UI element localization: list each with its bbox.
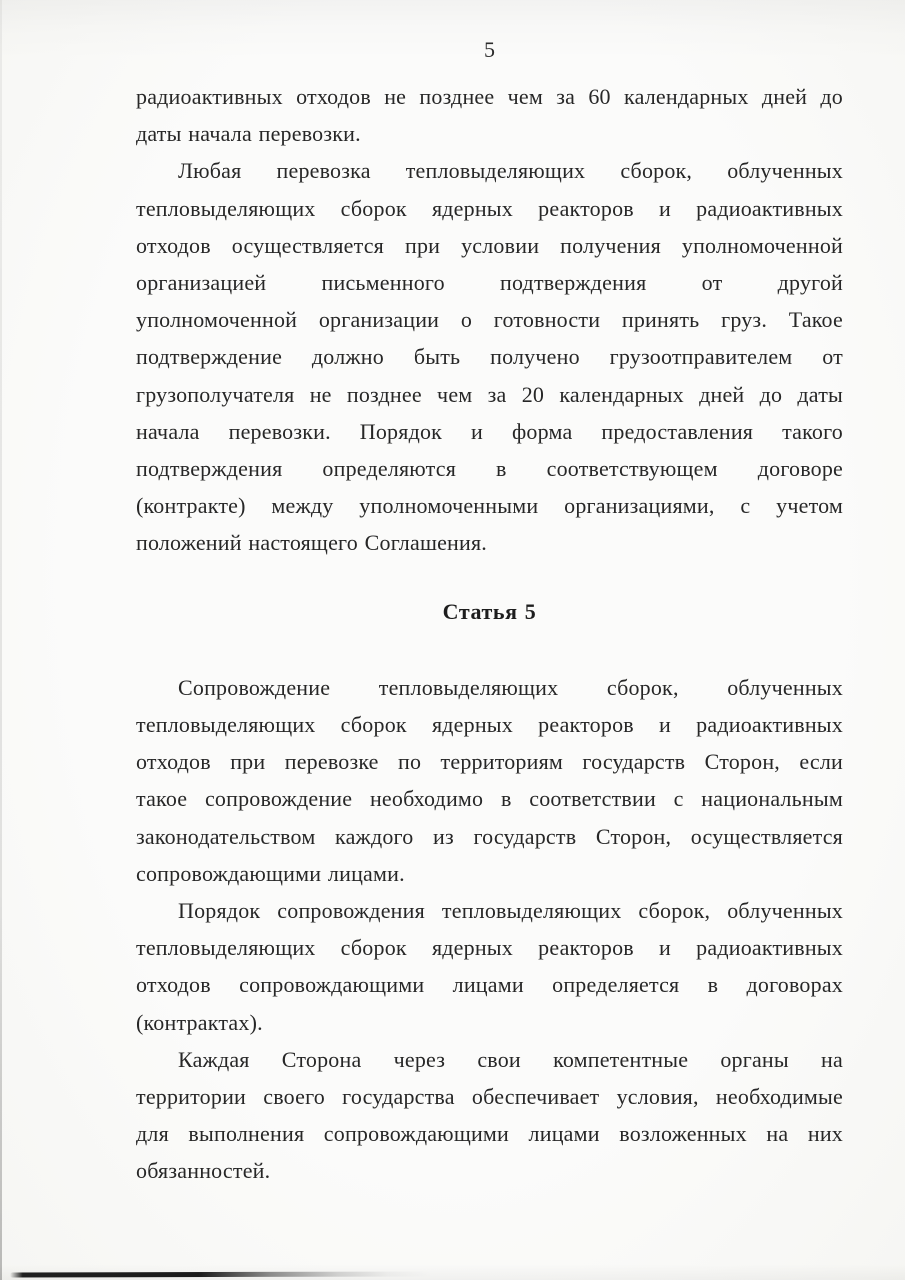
text-line: положений настоящего Соглашения. (136, 530, 488, 556)
article-heading: Статья 5 (442, 598, 537, 624)
text-line: радиоактивных отходов не позднее чем за 60 календарных дней до (136, 84, 843, 109)
text-line: даты начала перевозки. (136, 121, 361, 147)
text-line: территории своего государства обеспечивает условия, необходимые (136, 1084, 843, 1110)
text-line: тепловыделяющих сборок ядерных реакторов и радиоактивных (136, 195, 843, 221)
text-line: для выполнения сопровождающими лицами возложенных на них (136, 1121, 843, 1147)
text-line: подтверждение должно быть получено грузоотправителем от (136, 344, 843, 370)
text-line: организацией письменного подтверждения от другой (136, 270, 843, 296)
text-line: Порядок сопровождения тепловыделяющих сборок, облученных (178, 898, 843, 924)
text-line: начала перевозки. Порядок и форма предоставления такого (136, 418, 843, 444)
text-line: (контрактах). (136, 1009, 263, 1035)
text-line: отходов осуществляется при условии получения уполномоченной (136, 232, 843, 258)
text-line: обязанностей. (136, 1158, 271, 1184)
page-number: 5 (484, 37, 495, 62)
scan-edge-shadow (0, 0, 2, 1280)
text-line: грузополучателя не позднее чем за 20 календарных дней до даты (136, 381, 843, 407)
document-body (136, 78, 843, 1190)
text-line: такое сопровождение необходимо в соответствии с национальным (136, 786, 843, 812)
text-line: сопровождающими лицами. (136, 860, 405, 886)
text-line: отходов сопровождающими лицами определяется в договорах (136, 972, 843, 998)
text-line: тепловыделяющих сборок ядерных реакторов и радиоактивных (136, 712, 843, 738)
text-line: подтверждения определяются в соответствующем договоре (136, 456, 843, 482)
text-line: законодательством каждого из государств Сторон, осуществляется (136, 823, 843, 849)
text-line: уполномоченной организации о готовности принять груз. Такое (136, 307, 843, 333)
text-line: Каждая Сторона через свои компетентные органы на (178, 1046, 843, 1072)
text-line: (контракте) между уполномоченными организациями, с учетом (136, 493, 843, 519)
text-line: отходов при перевозке по территориям государств Сторон, если (136, 749, 843, 775)
text-line: Любая перевозка тепловыделяющих сборок, облученных (178, 158, 843, 184)
text-line: Сопровождение тепловыделяющих сборок, облученных (178, 674, 843, 700)
text-line: тепловыделяющих сборок ядерных реакторов и радиоактивных (136, 935, 843, 961)
